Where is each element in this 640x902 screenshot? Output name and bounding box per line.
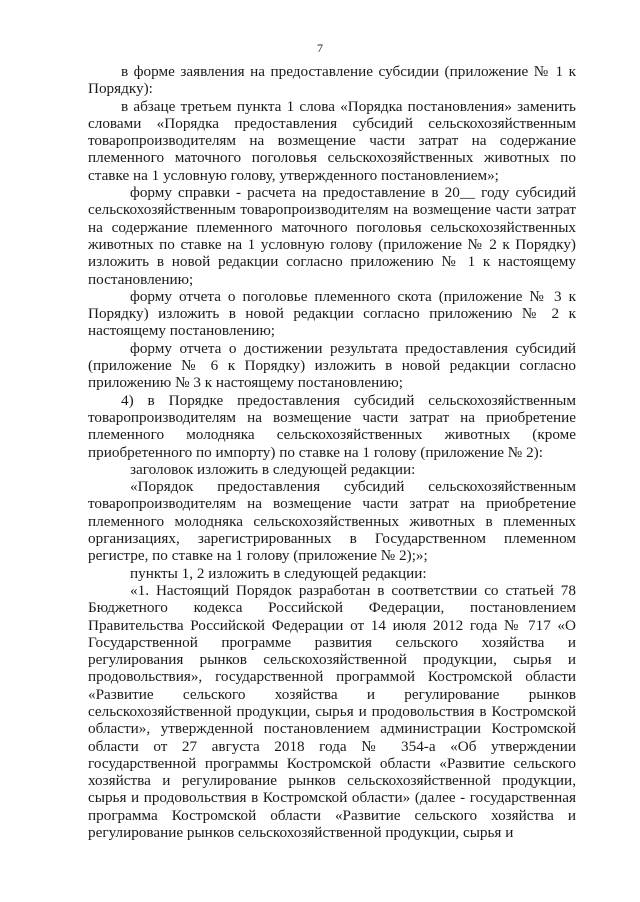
- paragraph-livestock-report-form: форму отчета о поголовье племенного скота (приложение № 3 к Порядку) изложить в новой редакции согласно приложению № 2 к настоящему постановлению;: [88, 287, 576, 340]
- paragraph-title-new-wording: заголовок изложить в следующей редакции:: [130, 460, 416, 478]
- paragraph-points-1-2: пункты 1, 2 изложить в следующей редакции:: [130, 564, 427, 582]
- paragraph-result-report-form: форму отчета о достижении результата предоставления субсидий (приложение № 6 к Порядку) изложить в новой редакции согласно приложению № 3 к настоящему постановлению;: [88, 339, 576, 392]
- paragraph-clause-one-replace: в абзаце третьем пункта 1 слова «Порядка постановления» заменить словами «Порядка предоставления субсидий сельскохозяйственным товаропроизводителям на возмещение части затрат на содержание племенного маточного поголовья сельскохозяйственных животных по ставке на 1 условную голову, утвержденного постановлением»;: [88, 97, 576, 184]
- paragraph-point-1-text: «1. Настоящий Порядок разработан в соответствии со статьей 78 Бюджетного кодекса Российской Федерации, постановлением Правительства Российской Федерации от 14 июля 2012 года № 717 «О Государственной программе развития сельского хозяйства и регулирования рынков сельскохозяйственной продукции, сырья и продовольствия», государственной программой Костромской области «Развитие сельского хозяйства и регулирование рынков сельскохозяйственной продукции, сырья и продовольствия в Костромской области», утвержденной постановлением администрации Костромской области от 27 августа 2018 года № 354-а «Об утверждении государственной программы Костромской области «Развитие сельского хозяйства и регулирование рынков сельскохозяйственной продукции, сырья и продовольствия в Костромской области» (далее - государственная программа Костромской области «Развитие сельского хозяйства и регулирование рынков сельскохозяйственной продукции, сырья и: [88, 581, 576, 842]
- document-body: [88, 63, 576, 841]
- page-number: 7: [317, 41, 323, 55]
- paragraph-certificate-form: форму справки - расчета на предоставление в 20__ году субсидий сельскохозяйственным товаропроизводителям на возмещение части затрат на содержание племенного маточного поголовья сельскохозяйственных животных по ставке на 1 условную голову (приложение № 2 к Порядку) изложить в новой редакции согласно приложению № 1 к настоящему постановлению;: [88, 184, 576, 288]
- paragraph-item-4: 4) в Порядке предоставления субсидий сельскохозяйственным товаропроизводителям на возмещение части затрат на приобретение племенного молодняка сельскохозяйственных животных (кроме приобретенного по импорту) по ставке на 1 голову (приложение № 2):: [88, 391, 576, 461]
- paragraph-application-form: в форме заявления на предоставление субсидии (приложение № 1 к Порядку):: [88, 63, 576, 98]
- paragraph-procedure-title: «Порядок предоставления субсидий сельскохозяйственным товаропроизводителям на возмещение части затрат на приобретение племенного молодняка сельскохозяйственных животных в племенных организациях, зарегистрированных в Государственном племенном регистре, по ставке на 1 голову (приложение № 2);»;: [88, 478, 576, 565]
